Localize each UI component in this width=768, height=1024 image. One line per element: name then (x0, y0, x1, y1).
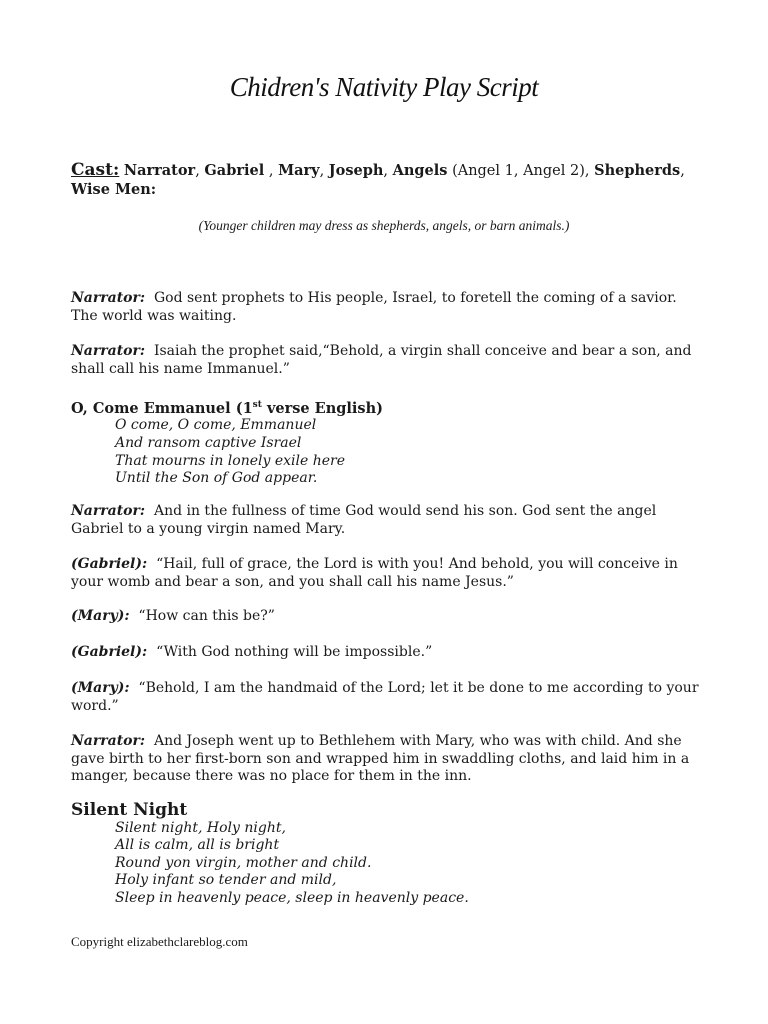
song-verse-line: Holy infant so tender and mild, (115, 872, 337, 889)
line-text: “Behold, I am the handmaid of the Lord; let it be done to me according to your word.” (71, 680, 699, 714)
cast-note: (Younger children may dress as shepherds, angels, or barn animals.) (198, 218, 570, 233)
cast-gabriel: Gabriel (204, 162, 265, 179)
cast-shepherds: Shepherds (594, 162, 681, 179)
song-verse-line: And ransom captive Israel (115, 434, 302, 451)
script-line (71, 556, 701, 591)
line-text: And in the fullness of time God would send his son. God sent the angel Gabriel to a young virgin named Mary. (71, 503, 657, 537)
script-line (71, 608, 701, 626)
song-verse-line: Silent night, Holy night, (115, 819, 286, 836)
song-silent-night (71, 802, 701, 907)
script-line (71, 733, 701, 786)
line-text: Isaiah the prophet said,“Behold, a virgin shall conceive and bear a son, and shall call his name Immanuel.” (71, 343, 692, 377)
speaker-name: (Mary): (71, 608, 130, 624)
cast-angels-detail: (Angel 1, Angel 2), (452, 163, 590, 179)
line-text: And Joseph went up to Bethlehem with Mary, who was with child. And she gave birth to her first-born son and wrapped him in swaddling cloths, and laid him in a manger, because there was no place for them in the inn. (71, 733, 690, 784)
song-title: Silent Night (71, 800, 188, 820)
speaker-name: (Gabriel): (71, 556, 148, 572)
speaker-name: Narrator: (71, 290, 146, 306)
speaker-name: Narrator: (71, 503, 146, 519)
line-text: God sent prophets to His people, Israel, to foretell the coming of a savior. The world was waiting. (71, 290, 677, 324)
speaker-name: (Mary): (71, 680, 130, 696)
cast-wise-men: Wise Men (71, 180, 151, 198)
speaker-name: (Gabriel): (71, 644, 148, 660)
song-o-come-emmanuel (71, 397, 701, 488)
cast-label: Cast: (71, 160, 120, 180)
line-text: “How can this be?” (138, 608, 275, 624)
line-text: “Hail, full of grace, the Lord is with you! And behold, you will conceive in your womb and bear a son, and you shall call his name Jesus.” (71, 556, 678, 590)
song-title: O, Come Emmanuel (1st verse English) (71, 399, 383, 417)
copyright-notice: Copyright elizabethclareblog.com (71, 934, 248, 949)
page-title: Chidren's Nativity Play Script (229, 72, 539, 102)
song-verse-line: That mourns in lonely exile here (115, 452, 345, 469)
song-verse-line: Until the Son of God appear. (115, 470, 318, 487)
cast-mary: Mary (278, 162, 320, 179)
script-line (71, 644, 701, 662)
song-verse-line: O come, O come, Emmanuel (115, 417, 317, 434)
speaker-name: Narrator: (71, 343, 146, 359)
speaker-name: Narrator: (71, 733, 146, 749)
song-verse-line: Sleep in heavenly peace, sleep in heavenly peace. (115, 889, 469, 906)
song-verse-line: All is calm, all is bright (115, 837, 280, 854)
cast-angels: Angels (392, 162, 448, 179)
song-verse-line: Round yon virgin, mother and child. (115, 854, 372, 871)
line-text: “With God nothing will be impossible.” (156, 644, 433, 660)
script-line (71, 343, 701, 378)
cast-list: Cast: Narrator, Gabriel , Mary, Joseph, Angels (Angel 1, Angel 2), Shepherds, Wise Men: (71, 160, 685, 198)
script-line (71, 680, 701, 715)
script-line (71, 290, 701, 325)
script-line (71, 503, 701, 538)
cast-narrator: Narrator (123, 162, 196, 179)
cast-joseph: Joseph (328, 162, 384, 179)
